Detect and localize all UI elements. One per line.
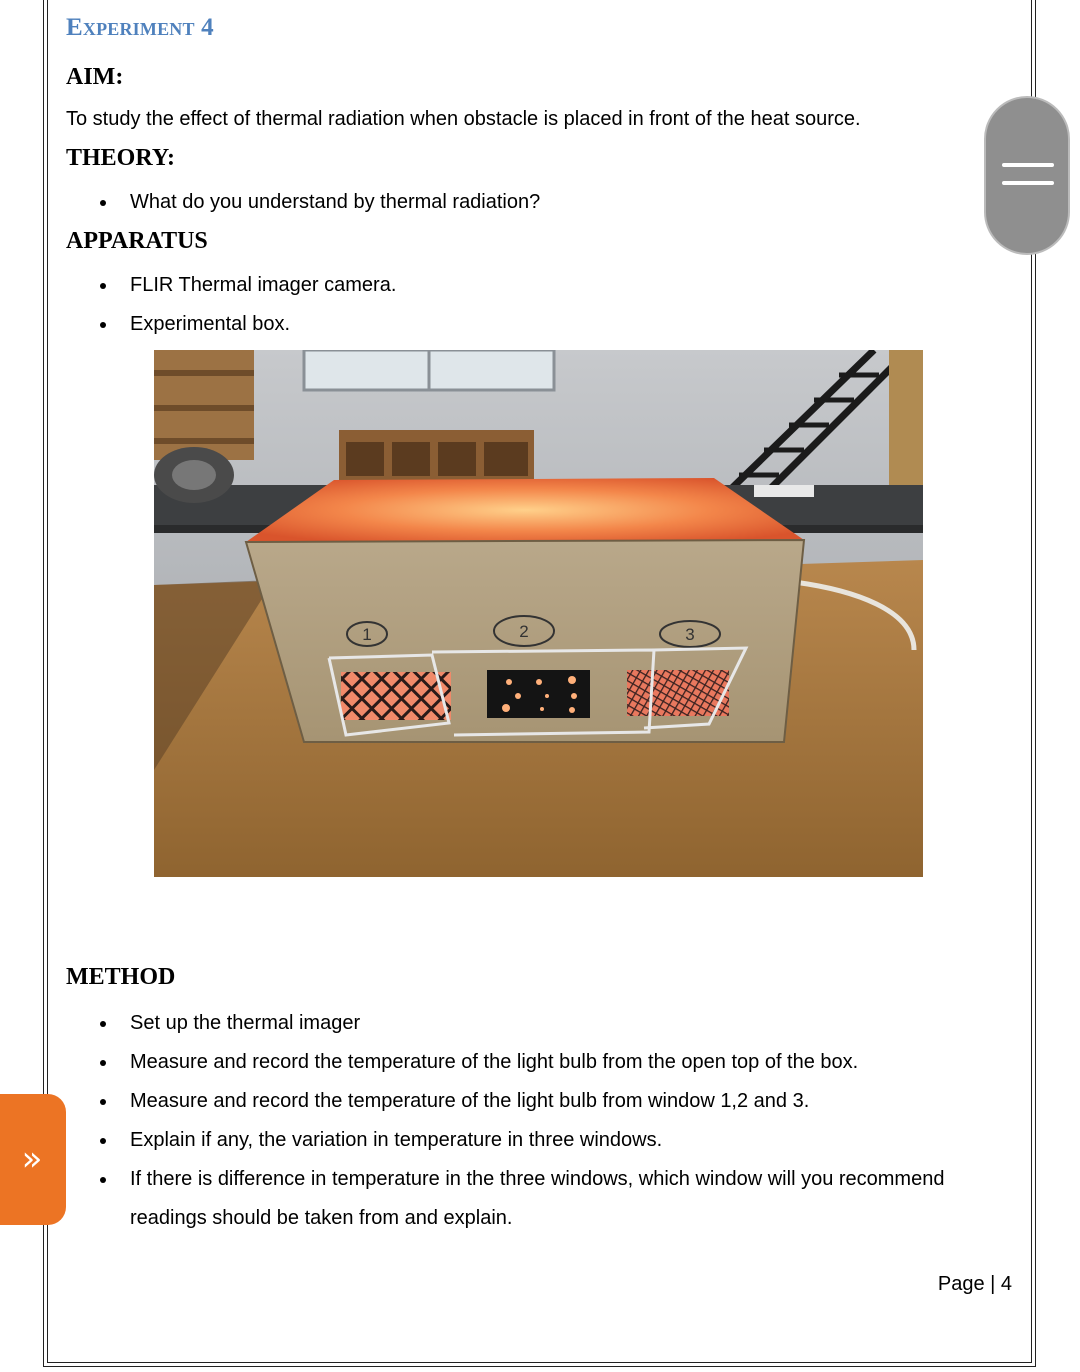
menu-lines-icon [1002,161,1054,187]
experimental-box-photo [154,350,923,877]
next-page-button[interactable] [0,1094,66,1225]
page-number: Page | 4 [937,1273,1012,1295]
method-heading: METHOD [66,964,176,990]
list-item: FLIR Thermal imager camera. [66,266,1026,305]
window-label-3: 3 [685,625,695,644]
list-item: Set up the thermal imager [66,1004,1026,1043]
list-item: Measure and record the temperature of the light bulb from the open top of the box. [66,1043,1026,1082]
experiment-title: Experiment 4 [66,14,214,41]
aim-text: To study the effect of thermal radiation when obstacle is placed in front of the heat source. [66,108,861,130]
window-label-2: 2 [519,622,529,641]
aim-heading: AIM: [66,64,124,90]
double-chevron-right-icon: » [21,1139,43,1179]
list-item: Explain if any, the variation in temperature in three windows. [66,1121,1026,1160]
experimental-box-illustration [154,350,923,877]
list-item: Experimental box. [66,305,1026,344]
list-item: What do you understand by thermal radiation? [66,183,1026,222]
side-menu-button[interactable] [984,96,1070,255]
theory-heading: THEORY: [66,145,175,171]
theory-list [66,183,1026,222]
method-list [66,1004,1026,1238]
list-item: Measure and record the temperature of the light bulb from window 1,2 and 3. [66,1082,1026,1121]
apparatus-list [66,266,1026,344]
apparatus-heading: APPARATUS [66,228,208,254]
window-label-1: 1 [362,625,372,644]
list-item: If there is difference in temperature in the three windows, which window will you recommend readings should be taken from and explain. [66,1160,1026,1238]
